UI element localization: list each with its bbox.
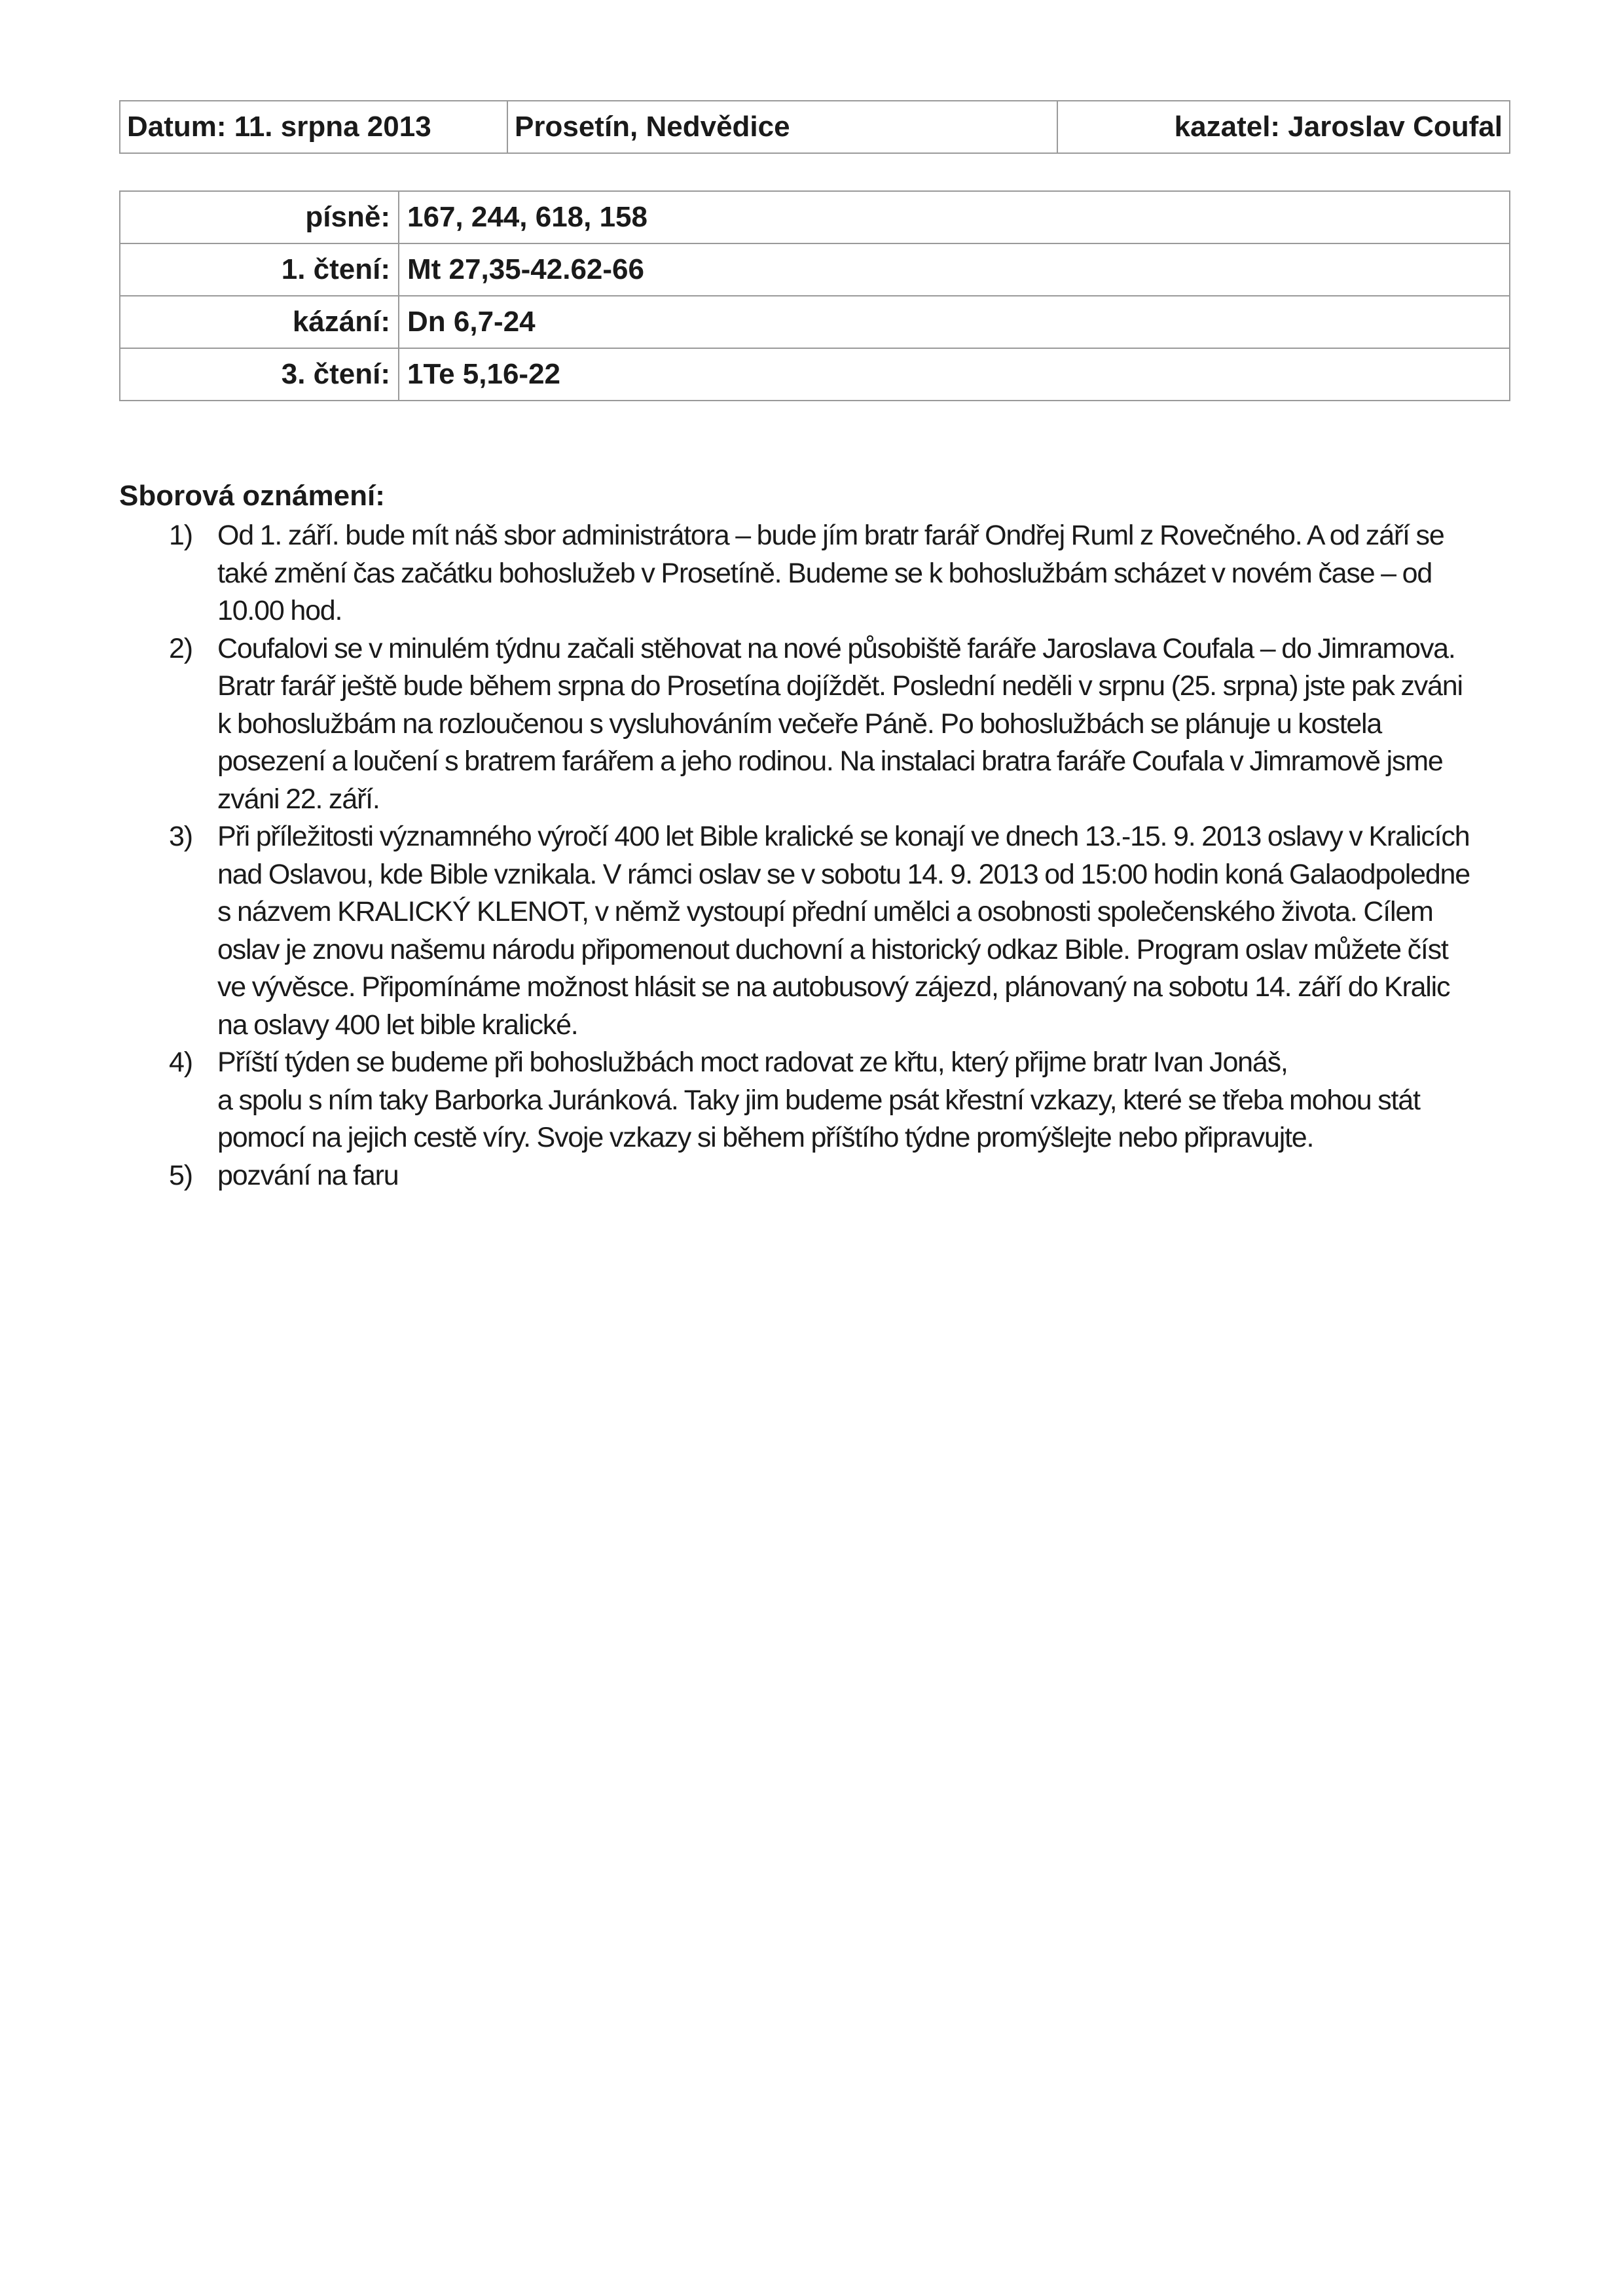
announcement-line: oslav je znovu našemu národu připomenout duchovní a historický odkaz Bible. Program oslav můžete číst [217, 933, 1448, 965]
announcement-line: ve vývěsce. Připomínáme možnost hlásit se na autobusový zájezd, plánovaný na sobotu 14. září do Kralic [217, 971, 1450, 1003]
announcements-list [119, 517, 1510, 1194]
announcement-line: také změní čas začátku bohoslužeb v Prosetíně. Budeme se k bohoslužbám scházet v novém čase – od [217, 557, 1432, 589]
announcement-number: 1) [169, 520, 192, 551]
announcement-line: Příští týden se budeme při bohoslužbách moct radovat ze křtu, který přijme bratr Ivan Jonáš, [217, 1047, 1288, 1078]
announcement-item [119, 517, 1510, 630]
announcement-number: 4) [169, 1047, 192, 1078]
service-label: 3. čtení: [120, 348, 399, 401]
announcement-item [119, 1157, 1510, 1195]
announcement-line: Při příležitosti významného výročí 400 let Bible kralické se konají ve dnech 13.-15. 9. 2013 oslavy v Kralicích [217, 821, 1470, 852]
announcement-number: 5) [169, 1159, 192, 1191]
service-row [120, 243, 1510, 296]
announcement-line: Bratr farář ještě bude během srpna do Prosetína dojíždět. Poslední neděli v srpnu (25. srpna) jste pak zváni [217, 670, 1463, 702]
announcement-line: a spolu s ním taky Barborka Juránková. Taky jim budeme psát křestní vzkazy, které se třeba mohou stát [217, 1084, 1420, 1116]
preacher-cell: kazatel: Jaroslav Coufal [1057, 101, 1510, 153]
announcement-number: 2) [169, 632, 192, 664]
service-label: 1. čtení: [120, 243, 399, 296]
service-label: písně: [120, 191, 399, 243]
announcements-title: Sborová oznámení: [119, 480, 385, 512]
service-label: kázání: [120, 296, 399, 348]
announcement-line: Od 1. září. bude mít náš sbor administrátora – bude jím bratr farář Ondřej Ruml z Rovečného. A od září se [217, 520, 1444, 551]
announcement-line: zváni 22. září. [217, 783, 380, 815]
service-value: Dn 6,7-24 [399, 296, 1510, 348]
announcement-line: pomocí na jejich cestě víry. Svoje vzkazy si během příštího týdne promýšlejte nebo připravujte. [217, 1122, 1314, 1153]
announcement-item [119, 630, 1510, 819]
service-row [120, 348, 1510, 401]
service-value: Mt 27,35-42.62-66 [399, 243, 1510, 296]
service-row [120, 191, 1510, 243]
announcement-line: k bohoslužbám na rozloučenou s vysluhováním večeře Páně. Po bohoslužbách se plánuje u kostela [217, 708, 1382, 740]
announcement-line: Coufalovi se v minulém týdnu začali stěhovat na nové působiště faráře Jaroslava Coufala – do Jimramova. [217, 632, 1455, 664]
place-cell: Prosetín, Nedvědice [507, 101, 1057, 153]
service-value: 1Te 5,16-22 [399, 348, 1510, 401]
announcement-line: posezení a loučení s bratrem farářem a jeho rodinou. Na instalaci bratra faráře Coufala v Jimramově jsme [217, 745, 1443, 777]
announcement-number: 3) [169, 821, 192, 852]
announcement-line: na oslavy 400 let bible kralické. [217, 1009, 578, 1041]
service-value: 167, 244, 618, 158 [399, 191, 1510, 243]
announcement-line: s názvem KRALICKÝ KLENOT, v němž vystoupí přední umělci a osobnosti společenského života. Cílem [217, 896, 1433, 927]
header-table [119, 100, 1510, 154]
service-table [119, 190, 1510, 401]
announcement-line: pozvání na faru [217, 1159, 399, 1191]
service-row [120, 296, 1510, 348]
announcement-line: nad Oslavou, kde Bible vznikala. V rámci oslav se v sobotu 14. 9. 2013 od 15:00 hodin koná Galaodpoledne [217, 858, 1470, 890]
date-cell: Datum: 11. srpna 2013 [120, 101, 507, 153]
announcement-item [119, 818, 1510, 1044]
announcement-item [119, 1044, 1510, 1157]
header-row [120, 101, 1510, 153]
announcement-line: 10.00 hod. [217, 595, 342, 626]
